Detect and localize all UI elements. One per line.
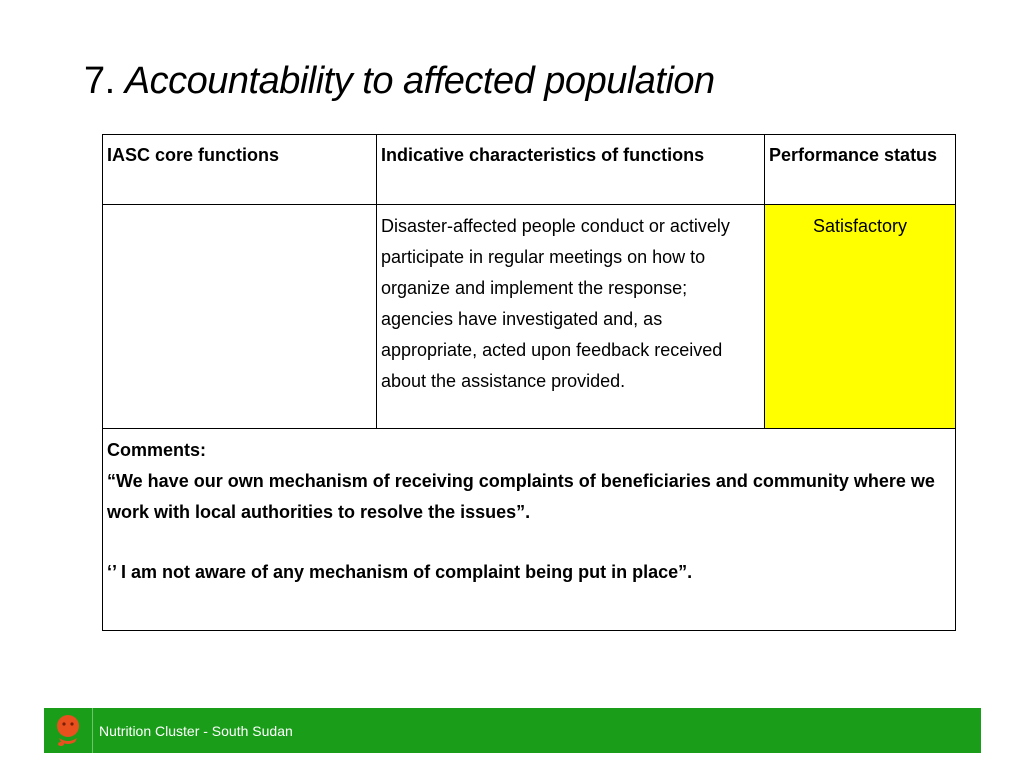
comment-quote-2: ‘’ I am not aware of any mechanism of complaint being put in place”.	[107, 562, 693, 582]
cell-core-function	[103, 205, 377, 429]
slide-title-text: Accountability to affected population	[124, 60, 715, 102]
footer-bar	[44, 708, 981, 753]
nutrition-cluster-logo-icon	[44, 708, 93, 753]
header-indicative-characteristics: Indicative characteristics of functions	[377, 135, 765, 205]
logo-figure-icon	[53, 714, 83, 748]
cell-performance-status: Satisfactory	[765, 205, 956, 429]
assessment-table	[102, 134, 956, 631]
slide-title	[84, 60, 715, 103]
comment-spacer	[107, 528, 951, 557]
table-header-row	[103, 135, 956, 205]
slide-title-number: 7.	[84, 60, 115, 102]
header-iasc-core-functions: IASC core functions	[103, 135, 377, 205]
comment-quote-1: “We have our own mechanism of receiving complaints of beneficiaries and community where we work with local authorities to resolve the issues”.	[107, 471, 935, 522]
comments-label: Comments:	[107, 440, 207, 460]
comments-cell	[103, 429, 956, 631]
comments-row	[103, 429, 956, 631]
table-row	[103, 205, 956, 429]
cell-characteristics: Disaster-affected people conduct or actively participate in regular meetings on how to organize and implement the response; agencies have investigated and, as appropriate, acted upon feedback received about the assistance provided.	[377, 205, 765, 429]
header-performance-status: Performance status	[765, 135, 956, 205]
footer-text: Nutrition Cluster - South Sudan	[99, 722, 293, 739]
